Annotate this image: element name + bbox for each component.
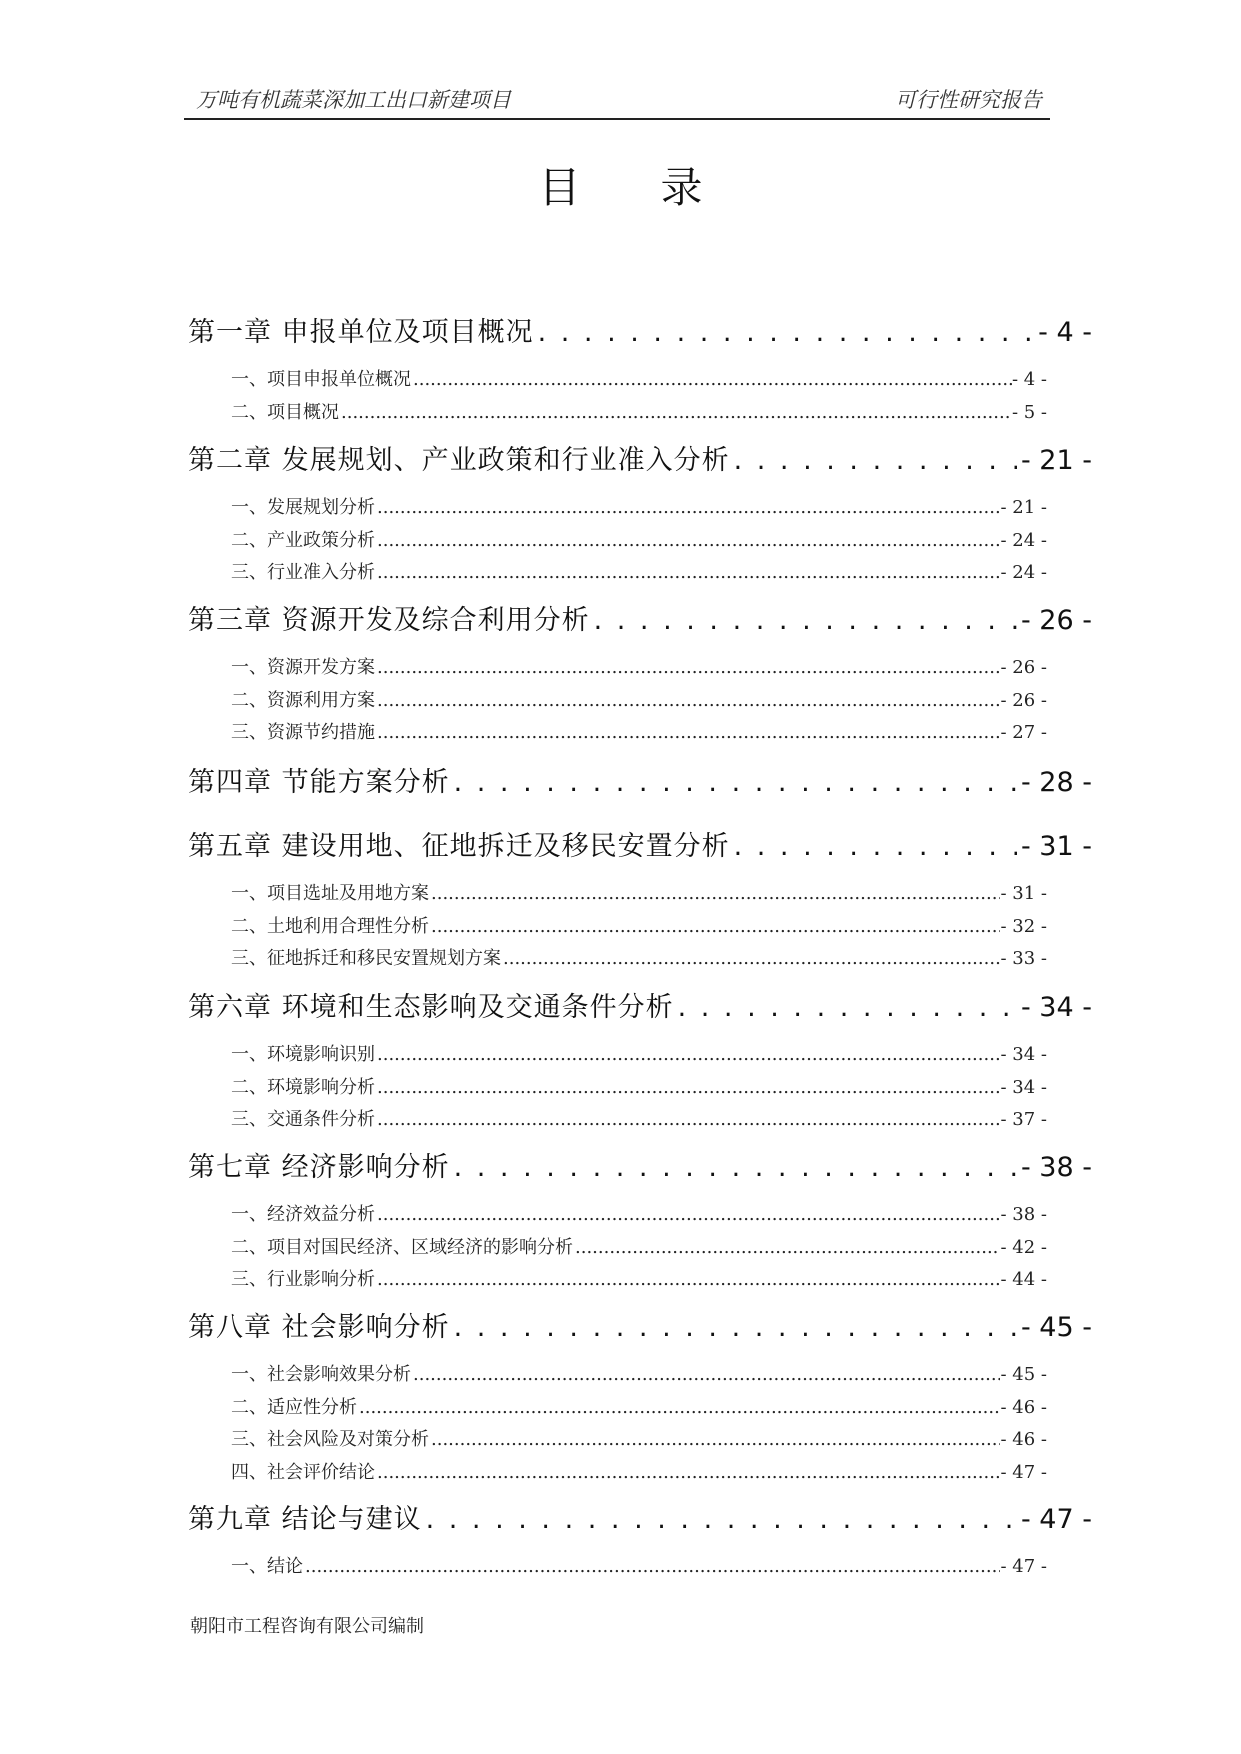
toc-section-page-number: - 46 - [1000,1429,1047,1450]
toc-section[interactable] [231,912,1047,938]
toc-section-label: 二、环境影响分析 [231,1076,375,1098]
toc-section-page-number: - 45 - [1000,1364,1047,1385]
dot-leader [413,1364,1000,1385]
dot-leader [377,1109,1000,1130]
toc-section-page-number: - 21 - [1000,497,1047,518]
dot-leader [305,1556,1000,1577]
toc-section-page-number: - 24 - [1000,529,1047,551]
dot-leader [377,562,1000,583]
dot-leader [678,992,1017,1023]
toc-chapter-label: 第九章 结论与建议 [188,1504,422,1535]
dot-leader [734,445,1017,476]
dot-leader [359,1397,1000,1418]
dot-leader [377,1462,1000,1483]
toc-chapter-label: 第二章 发展规划、产业政策和行业准入分析 [188,445,730,476]
toc-section[interactable] [231,1105,1047,1131]
toc-section[interactable] [231,1073,1047,1099]
toc-section[interactable] [231,718,1047,744]
dot-leader [377,1204,1000,1225]
dot-leader [377,657,1000,678]
toc-chapter[interactable] [188,1305,1092,1344]
header-report-type: 可行性研究报告 [895,88,1042,112]
toc-section-page-number: - 38 - [1000,1204,1047,1225]
toc-section-label: 三、资源节约措施 [231,722,375,743]
toc-section[interactable] [231,558,1047,584]
dot-leader [431,883,1000,904]
toc-section-page-number: - 5 - [1011,401,1047,423]
toc-section-label: 三、行业影响分析 [231,1269,375,1290]
header-project-name: 万吨有机蔬菜深加工出口新建项目 [196,88,511,112]
toc-chapter[interactable] [188,598,1092,637]
toc-chapter-page-number: - 4 - [1038,317,1092,348]
toc-section[interactable] [231,1200,1047,1226]
toc-section-label: 三、交通条件分析 [231,1109,375,1130]
toc-section[interactable] [231,526,1047,552]
dot-leader [377,1077,1000,1098]
toc-chapter-label: 第四章 节能方案分析 [188,767,450,798]
toc-section-page-number: - 27 - [1000,722,1047,743]
toc-section-page-number: - 26 - [1000,657,1047,678]
dot-leader [377,1044,1000,1065]
toc-section-label: 一、项目申报单位概况 [231,369,411,390]
toc-section-page-number: - 32 - [1000,915,1047,937]
toc-section-label: 一、环境影响识别 [231,1044,375,1065]
dot-leader [538,317,1035,348]
toc-section-label: 一、结论 [231,1556,303,1577]
toc-section[interactable] [231,365,1047,391]
toc-chapter-page-number: - 21 - [1020,445,1092,476]
dot-leader [431,1429,1000,1450]
toc-section-page-number: - 37 - [1000,1109,1047,1130]
toc-chapter-page-number: - 28 - [1020,767,1092,798]
toc-section[interactable] [231,1233,1047,1259]
toc-section-page-number: - 34 - [1000,1044,1047,1065]
toc-chapter[interactable] [188,824,1092,863]
toc-section-label: 二、适应性分析 [231,1396,357,1418]
toc-section-page-number: - 42 - [1000,1236,1047,1258]
toc-section[interactable] [231,1458,1047,1484]
toc-chapter-page-number: - 38 - [1020,1152,1092,1183]
dot-leader [734,831,1017,862]
dot-leader [341,402,1012,423]
toc-section[interactable] [231,1265,1047,1291]
toc-chapter-label: 第七章 经济影响分析 [188,1152,450,1183]
dot-leader [377,722,1000,743]
dot-leader [454,1152,1017,1183]
toc-chapter-label: 第三章 资源开发及综合利用分析 [188,605,590,636]
dot-leader [454,767,1017,798]
toc-section-page-number: - 24 - [1000,562,1047,583]
toc-section[interactable] [231,1040,1047,1066]
dot-leader [377,1269,1000,1290]
toc-section[interactable] [231,879,1047,905]
toc-section-label: 三、社会风险及对策分析 [231,1429,429,1450]
toc-chapter-page-number: - 26 - [1020,605,1092,636]
toc-section-page-number: - 47 - [1000,1461,1047,1483]
dot-leader [575,1237,1000,1258]
toc-section-label: 一、经济效益分析 [231,1204,375,1225]
toc-section-label: 二、资源利用方案 [231,689,375,711]
dot-leader [454,1312,1017,1343]
toc-section[interactable] [231,398,1047,424]
toc-chapter-page-number: - 31 - [1020,831,1092,862]
toc-section-page-number: - 33 - [1000,948,1047,969]
toc-section-label: 一、社会影响效果分析 [231,1364,411,1385]
toc-chapter-label: 第一章 申报单位及项目概况 [188,317,534,348]
toc-section[interactable] [231,653,1047,679]
toc-section-page-number: - 44 - [1000,1269,1047,1290]
footer-company: 朝阳市工程咨询有限公司编制 [190,1616,424,1637]
toc-section-page-number: - 26 - [1000,689,1047,711]
toc-section[interactable] [231,686,1047,712]
toc-section-label: 二、土地利用合理性分析 [231,915,429,937]
toc-chapter-label: 第八章 社会影响分析 [188,1312,450,1343]
toc-title: 目录 [538,163,783,212]
toc-chapter-page-number: - 34 - [1020,992,1092,1023]
toc-section-page-number: - 47 - [1000,1556,1047,1577]
dot-leader [431,916,1000,937]
toc-section-page-number: - 46 - [1000,1396,1047,1418]
toc-section-label: 二、项目概况 [231,401,339,423]
dot-leader [503,948,1000,969]
toc-section-page-number: - 34 - [1000,1076,1047,1098]
toc-section[interactable] [231,1425,1047,1451]
toc-chapter[interactable] [188,985,1092,1024]
toc-chapter[interactable] [188,760,1092,799]
toc-chapter[interactable] [188,310,1092,349]
dot-leader [594,605,1017,636]
toc-section-page-number: - 31 - [1000,883,1047,904]
toc-section-page-number: - 4 - [1011,369,1047,390]
toc-section-label: 二、产业政策分析 [231,529,375,551]
dot-leader [413,369,1012,390]
dot-leader [377,690,1000,711]
toc-chapter-label: 第五章 建设用地、征地拆迁及移民安置分析 [188,831,730,862]
toc-section[interactable] [231,944,1047,970]
toc-chapter-page-number: - 45 - [1020,1312,1092,1343]
toc-chapter-label: 第六章 环境和生态影响及交通条件分析 [188,992,674,1023]
toc-chapter-page-number: - 47 - [1020,1504,1092,1535]
toc-section-label: 一、项目选址及用地方案 [231,883,429,904]
toc-chapter[interactable] [188,1497,1092,1536]
toc-section[interactable] [231,1393,1047,1419]
toc-section-label: 四、社会评价结论 [231,1461,375,1483]
toc-section[interactable] [231,1360,1047,1386]
toc-section[interactable] [231,1552,1047,1578]
toc-chapter[interactable] [188,438,1092,477]
toc-section-label: 三、行业准入分析 [231,562,375,583]
dot-leader [426,1504,1017,1535]
toc-chapter[interactable] [188,1145,1092,1184]
toc-section[interactable] [231,493,1047,519]
toc-section-label: 一、资源开发方案 [231,657,375,678]
dot-leader [377,497,1000,518]
toc-section-label: 二、项目对国民经济、区域经济的影响分析 [231,1236,573,1258]
toc-section-label: 一、发展规划分析 [231,497,375,518]
dot-leader [377,530,1000,551]
toc-section-label: 三、征地拆迁和移民安置规划方案 [231,948,501,969]
